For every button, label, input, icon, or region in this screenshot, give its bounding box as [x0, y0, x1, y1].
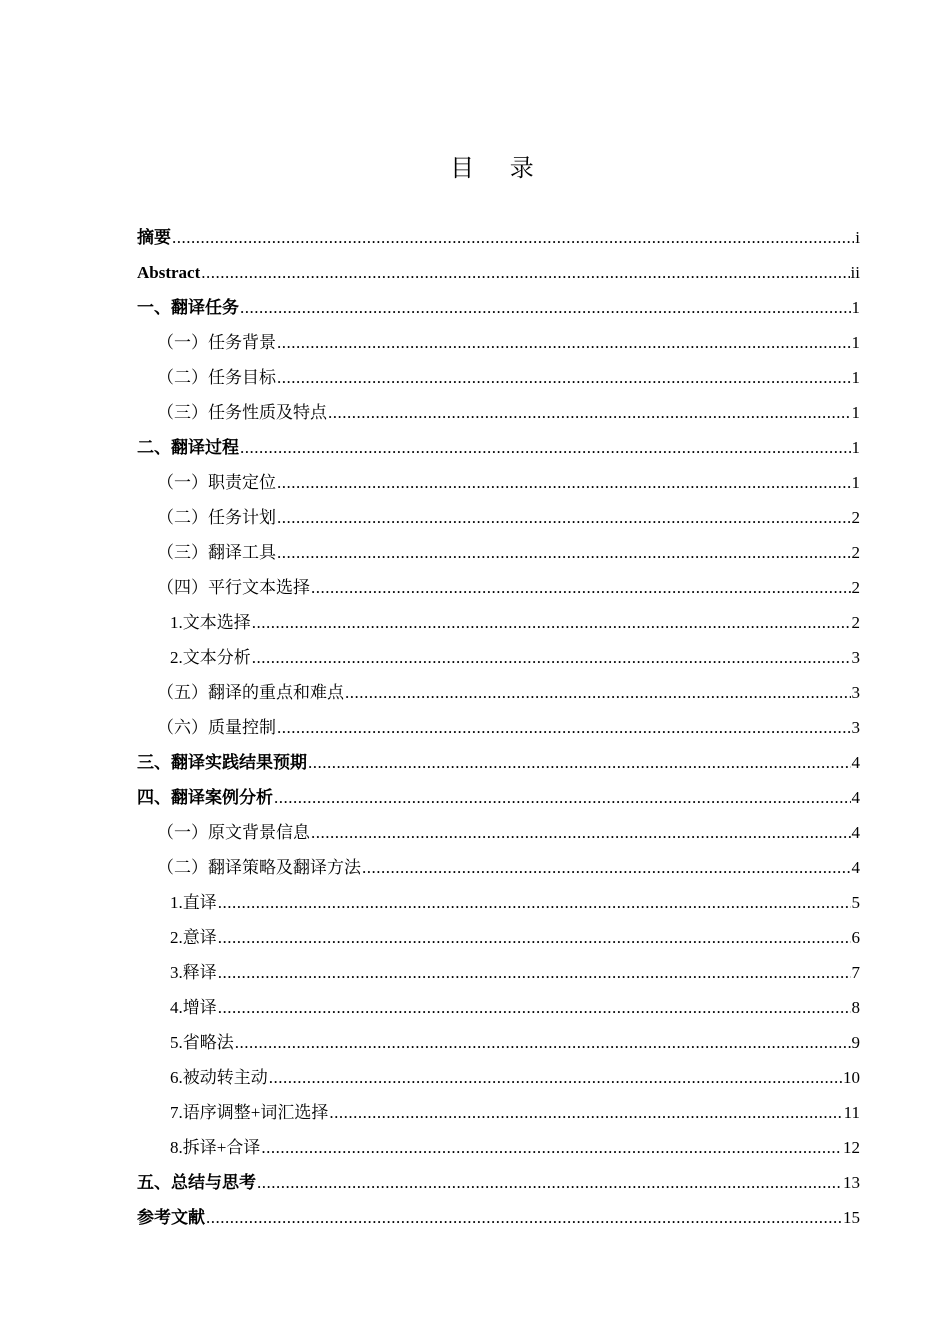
toc-entry-label: 参考文献	[137, 1208, 205, 1227]
toc-entry[interactable]	[137, 955, 860, 990]
toc-entry-page-number: 3	[851, 718, 860, 737]
toc-dot-leader	[277, 325, 851, 360]
toc-entry-label: （三）翻译工具	[157, 543, 276, 562]
toc-dot-leader	[311, 570, 851, 605]
toc-entry-page-number: 9	[851, 1033, 860, 1052]
toc-entry[interactable]	[137, 1130, 860, 1165]
toc-entry-page-number: 3	[851, 648, 860, 667]
table-of-contents	[137, 220, 860, 1235]
toc-entry-page-number: 3	[851, 683, 860, 702]
toc-entry-page-number: ii	[850, 263, 860, 282]
toc-entry-label: 1.文本选择	[170, 613, 251, 632]
toc-entry-label: 6.被动转主动	[170, 1068, 268, 1087]
toc-entry[interactable]	[137, 640, 860, 675]
toc-entry[interactable]	[137, 290, 860, 325]
toc-entry-page-number: 11	[843, 1103, 860, 1122]
toc-dot-leader	[218, 885, 851, 920]
toc-entry[interactable]	[137, 710, 860, 745]
toc-dot-leader	[269, 1060, 842, 1095]
toc-dot-leader	[328, 395, 851, 430]
toc-entry-page-number: 2	[851, 508, 860, 527]
toc-entry-label: 8.拆译+合译	[170, 1138, 261, 1157]
toc-entry[interactable]	[137, 885, 860, 920]
toc-entry-label: （六）质量控制	[157, 718, 276, 737]
toc-entry-label: 2.意译	[170, 928, 217, 947]
toc-entry[interactable]	[137, 815, 860, 850]
toc-entry-page-number: 4	[851, 858, 860, 877]
toc-entry-page-number: 1	[851, 368, 860, 387]
toc-dot-leader	[201, 255, 849, 290]
toc-entry-page-number: 10	[843, 1068, 860, 1087]
toc-dot-leader	[218, 920, 851, 955]
toc-entry[interactable]	[137, 570, 860, 605]
toc-entry-label: （五）翻译的重点和难点	[157, 683, 344, 702]
toc-dot-leader	[362, 850, 851, 885]
toc-entry-label: （二）任务计划	[157, 508, 276, 527]
toc-entry-label: （三）任务性质及特点	[157, 403, 327, 422]
toc-entry-page-number: 1	[851, 298, 860, 317]
toc-dot-leader	[261, 1130, 842, 1165]
toc-entry-page-number: 1	[851, 333, 860, 352]
toc-entry-label: （一）职责定位	[157, 473, 276, 492]
toc-entry-page-number: 4	[851, 753, 860, 772]
page-title: 目 录	[450, 154, 548, 182]
toc-dot-leader	[257, 1165, 842, 1200]
toc-dot-leader	[311, 815, 851, 850]
toc-entry[interactable]	[137, 430, 860, 465]
toc-entry-label: 7.语序调整+词汇选择	[170, 1103, 329, 1122]
toc-entry-label: 5.省略法	[170, 1033, 234, 1052]
toc-entry-page-number: 4	[851, 788, 860, 807]
toc-entry-page-number: 7	[851, 963, 860, 982]
toc-entry[interactable]	[137, 500, 860, 535]
toc-entry[interactable]	[137, 605, 860, 640]
toc-entry[interactable]	[137, 360, 860, 395]
toc-dot-leader	[240, 430, 851, 465]
toc-entry[interactable]	[137, 465, 860, 500]
toc-entry[interactable]	[137, 395, 860, 430]
toc-dot-leader	[277, 500, 851, 535]
toc-entry[interactable]	[137, 1200, 860, 1235]
toc-entry-label: 2.文本分析	[170, 648, 251, 667]
toc-entry-page-number: 2	[851, 543, 860, 562]
toc-entry-page-number: 1	[851, 403, 860, 422]
toc-entry[interactable]	[137, 745, 860, 780]
toc-entry-page-number: 8	[851, 998, 860, 1017]
toc-entry[interactable]	[137, 850, 860, 885]
toc-entry[interactable]	[137, 920, 860, 955]
toc-entry-page-number: 15	[843, 1208, 860, 1227]
toc-entry-page-number: 5	[851, 893, 860, 912]
toc-entry-label: （一）任务背景	[157, 333, 276, 352]
toc-entry-label: 四、翻译案例分析	[137, 788, 273, 807]
toc-entry-label: （二）任务目标	[157, 368, 276, 387]
toc-entry[interactable]	[137, 990, 860, 1025]
toc-entry-label: Abstract	[137, 263, 201, 282]
toc-dot-leader	[345, 675, 851, 710]
toc-dot-leader	[235, 1025, 851, 1060]
toc-entry[interactable]	[137, 1095, 860, 1130]
toc-dot-leader	[172, 220, 854, 255]
toc-entry-page-number: 1	[851, 438, 860, 457]
toc-entry-label: 摘要	[137, 228, 171, 247]
toc-dot-leader	[252, 605, 851, 640]
toc-entry-label: （二）翻译策略及翻译方法	[157, 858, 361, 877]
toc-dot-leader	[218, 955, 851, 990]
toc-dot-leader	[277, 710, 851, 745]
toc-dot-leader	[277, 535, 851, 570]
toc-entry-page-number: 13	[843, 1173, 860, 1192]
toc-dot-leader	[308, 745, 851, 780]
toc-entry-page-number: 12	[843, 1138, 860, 1157]
toc-entry[interactable]	[137, 1165, 860, 1200]
toc-dot-leader	[277, 360, 851, 395]
toc-entry[interactable]	[137, 325, 860, 360]
toc-entry-page-number: 2	[851, 613, 860, 632]
toc-dot-leader	[252, 640, 851, 675]
toc-entry-page-number: 2	[851, 578, 860, 597]
toc-entry-label: 三、翻译实践结果预期	[137, 753, 307, 772]
toc-entry-page-number: 6	[851, 928, 860, 947]
toc-dot-leader	[218, 990, 851, 1025]
toc-entry-label: 1.直译	[170, 893, 217, 912]
toc-entry-label: 一、翻译任务	[137, 298, 239, 317]
toc-entry-label: （四）平行文本选择	[157, 578, 310, 597]
toc-entry[interactable]	[137, 780, 860, 815]
toc-entry[interactable]	[137, 220, 860, 255]
toc-entry-page-number: 4	[851, 823, 860, 842]
toc-entry-label: 3.释译	[170, 963, 217, 982]
toc-entry[interactable]	[137, 535, 860, 570]
toc-entry-label: 二、翻译过程	[137, 438, 239, 457]
toc-entry-page-number: i	[855, 228, 860, 247]
toc-entry-label: 五、总结与思考	[137, 1173, 256, 1192]
toc-dot-leader	[206, 1200, 842, 1235]
toc-dot-leader	[277, 465, 851, 500]
toc-dot-leader	[240, 290, 851, 325]
toc-dot-leader	[329, 1095, 842, 1130]
toc-entry[interactable]	[137, 675, 860, 710]
toc-entry-page-number: 1	[851, 473, 860, 492]
toc-entry-label: 4.增译	[170, 998, 217, 1017]
toc-dot-leader	[274, 780, 851, 815]
toc-entry[interactable]	[137, 1025, 860, 1060]
toc-entry[interactable]	[137, 255, 860, 290]
toc-entry-label: （一）原文背景信息	[157, 823, 310, 842]
toc-entry[interactable]	[137, 1060, 860, 1095]
